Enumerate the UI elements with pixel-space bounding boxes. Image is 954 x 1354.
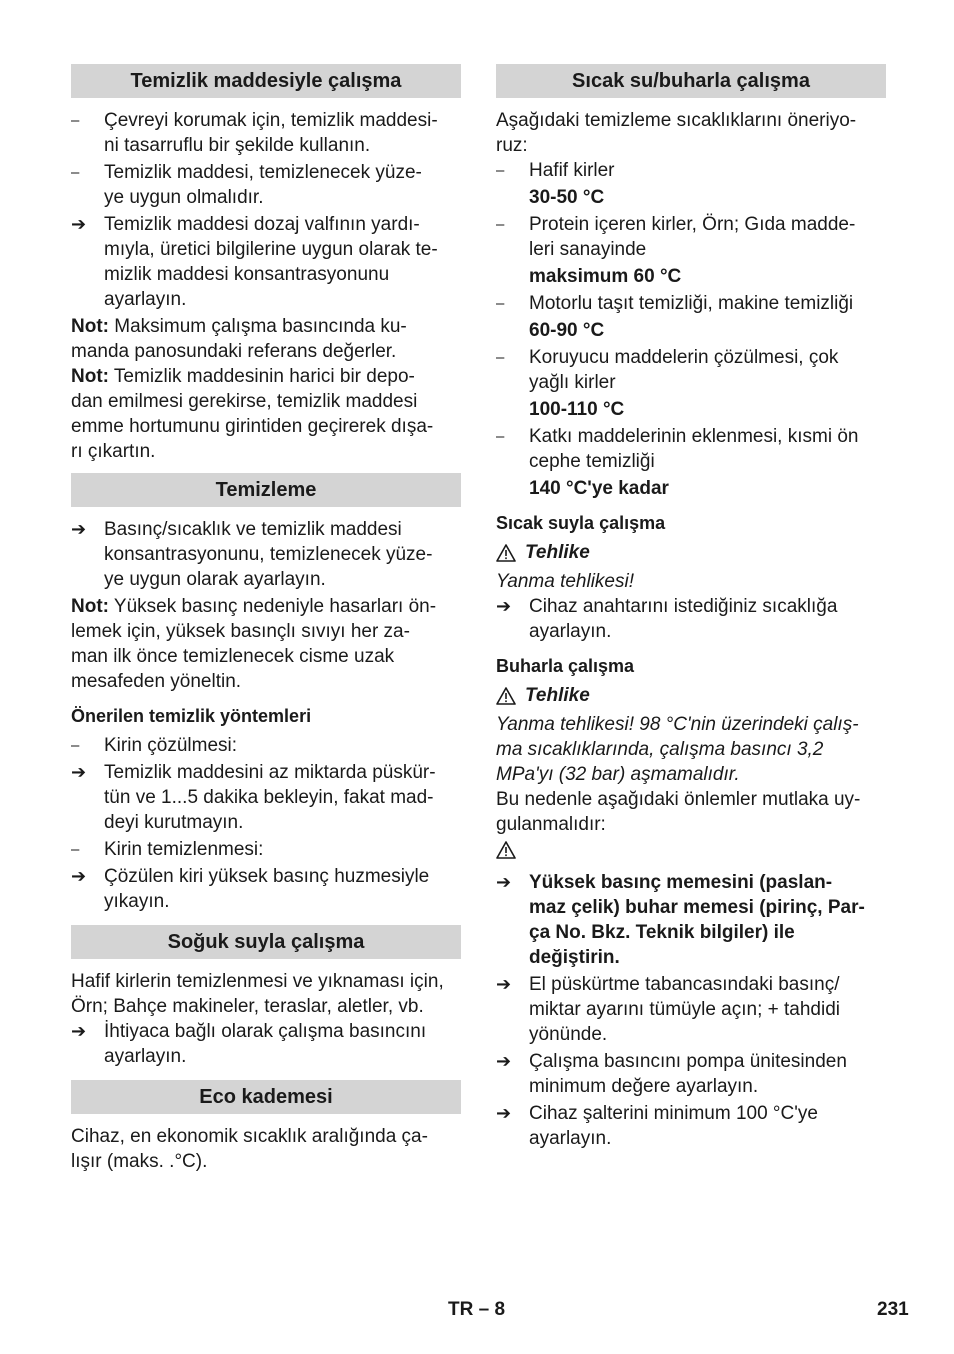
dash-marker: – <box>71 737 80 754</box>
arrow-right-icon: ➔ <box>71 214 87 234</box>
right-column <box>496 64 886 1153</box>
section-heading-hot-water-steam: Sıcak su/buharla çalışma <box>496 64 886 98</box>
dash-marker: – <box>496 349 505 366</box>
dash-marker: – <box>71 841 80 858</box>
section-heading-cleaning: Temizleme <box>71 473 461 507</box>
list-item: – Kirin temizlenmesi: <box>71 839 264 860</box>
page-number: 231 <box>877 1299 909 1320</box>
body-paragraph: Aşağıdaki temizleme sıcaklıklarını öneriyo- ruz: <box>496 110 857 156</box>
footer-section-code: TR – 8 <box>448 1299 506 1320</box>
arrow-right-icon: ➔ <box>71 1021 87 1041</box>
list-item: ➔ El püskürtme tabancasındaki basınç/ miktar ayarını tümüyle açın; + tahdidi yönünde. <box>496 974 841 1045</box>
body-paragraph: Hafif kirlerin temizlenmesi ve yıknaması için, Örn; Bahçe makineler, teraslar, aletler, vb. <box>71 971 444 1017</box>
left-column <box>71 64 461 1174</box>
list-item: – Koruyucu maddelerin çözülmesi, çok yağlı kirler <box>496 347 839 393</box>
warning-symbol <box>496 841 886 866</box>
temperature-value: 60-90 °C <box>529 320 605 341</box>
arrow-right-icon: ➔ <box>496 1051 512 1071</box>
arrow-right-icon: ➔ <box>496 872 512 892</box>
list-item: ➔ Temizlik maddesi dozaj valfının yardı- mıyla, üretici bilgilerine uygun olarak te- mizlik maddesi konsantrasyonunu ayarlayın. <box>71 214 438 310</box>
warning-triangle-icon <box>496 841 516 859</box>
arrow-right-icon: ➔ <box>71 519 87 539</box>
warning-triangle-icon <box>496 544 516 562</box>
arrow-right-icon: ➔ <box>496 974 512 994</box>
temperature-value: maksimum 60 °C <box>529 266 682 287</box>
dash-marker: – <box>496 162 505 179</box>
section-heading-cold-water: Soğuk suyla çalışma <box>71 925 461 959</box>
note-paragraph: Not: Maksimum çalışma basıncında ku- manda panosundaki referans değerler. <box>71 316 407 362</box>
list-item: ➔ İhtiyaca bağlı olarak çalışma basıncını ayarlayın. <box>71 1021 427 1067</box>
body-paragraph: Bu nedenle aşağıdaki önlemler mutlaka uy- gulanmalıdır: <box>496 789 861 835</box>
subheading-hot-water: Sıcak suyla çalışma <box>496 513 666 533</box>
subheading-steam: Buharla çalışma <box>496 656 635 676</box>
danger-label: Tehlike <box>496 540 886 565</box>
dash-marker: – <box>496 295 505 312</box>
arrow-right-icon: ➔ <box>71 762 87 782</box>
list-item: – Temizlik maddesi, temizlenecek yüze- ye uygun olmalıdır. <box>71 162 422 208</box>
body-paragraph: Cihaz, en ekonomik sıcaklık aralığında ça- lışır (maks. .°C). <box>71 1126 428 1172</box>
temperature-value: 30-50 °C <box>529 187 605 208</box>
arrow-right-icon: ➔ <box>496 596 512 616</box>
dash-marker: – <box>71 164 80 181</box>
note-paragraph: Not: Temizlik maddesinin harici bir depo- dan emilmesi gerekirse, temizlik maddesi emme hortumunu girintiden geçirerek dışa- rı çıkartın. <box>71 366 434 462</box>
temperature-value: 140 °C'ye kadar <box>529 478 669 499</box>
arrow-right-icon: ➔ <box>496 1103 512 1123</box>
list-item: ➔ Cihaz anahtarını istediğiniz sıcaklığa ayarlayın. <box>496 596 838 642</box>
list-item: ➔ Çalışma basıncını pompa ünitesinden minimum değere ayarlayın. <box>496 1051 847 1097</box>
list-item: ➔ Cihaz şalterini minimum 100 °C'ye ayarlayın. <box>496 1103 818 1149</box>
dash-marker: – <box>71 112 80 129</box>
temperature-value: 100-110 °C <box>529 399 625 420</box>
list-item: – Kirin çözülmesi: <box>71 735 238 756</box>
section-heading-detergent: Temizlik maddesiyle çalışma <box>71 64 461 98</box>
list-item: – Çevreyi korumak için, temizlik maddesi- ni tasarruflu bir şekilde kullanın. <box>71 110 438 156</box>
subheading-recommended-methods: Önerilen temizlik yöntemleri <box>71 706 312 726</box>
dash-marker: – <box>496 216 505 233</box>
list-item: – Hafif kirler <box>496 160 615 181</box>
arrow-right-icon: ➔ <box>71 866 87 886</box>
list-item: ➔ Basınç/sıcaklık ve temizlik maddesi konsantrasyonunu, temizlenecek yüze- ye uygun olarak ayarlayın. <box>71 519 433 590</box>
note-paragraph: Not: Yüksek basınç nedeniyle hasarları ön- lemek için, yüksek basınçlı sıvıyı her za- man ilk önce temizlenecek cisme uzak mesafeden yöneltin. <box>71 596 437 692</box>
warning-text: Yanma tehlikesi! 98 °C'nin üzerindeki çalış- ma sıcaklıklarında, çalışma basıncı 3,2 MPa'yı (32 bar) aşmamalıdır. <box>496 714 859 785</box>
dash-marker: – <box>496 428 505 445</box>
list-item: – Protein içeren kirler, Örn; Gıda madde- leri sanayinde <box>496 214 856 260</box>
danger-label: Tehlike <box>496 683 886 708</box>
section-heading-eco: Eco kademesi <box>71 1080 461 1114</box>
list-item: – Motorlu taşıt temizliği, makine temizliği <box>496 293 854 314</box>
list-item: ➔ Temizlik maddesini az miktarda püskür- tün ve 1...5 dakika bekleyin, fakat mad- deyi kurutmayın. <box>71 762 436 833</box>
warning-text: Yanma tehlikesi! <box>496 571 634 592</box>
list-item: – Katkı maddelerinin eklenmesi, kısmi ön cephe temizliği <box>496 426 859 472</box>
warning-triangle-icon <box>496 687 516 705</box>
list-item: ➔ Çözülen kiri yüksek basınç huzmesiyle yıkayın. <box>71 866 430 912</box>
list-item: ➔ Yüksek basınç memesini (paslan- maz çelik) buhar memesi (pirinç, Par- ça No. Bkz. Teknik bilgiler) ile değiştirin. <box>496 872 865 968</box>
